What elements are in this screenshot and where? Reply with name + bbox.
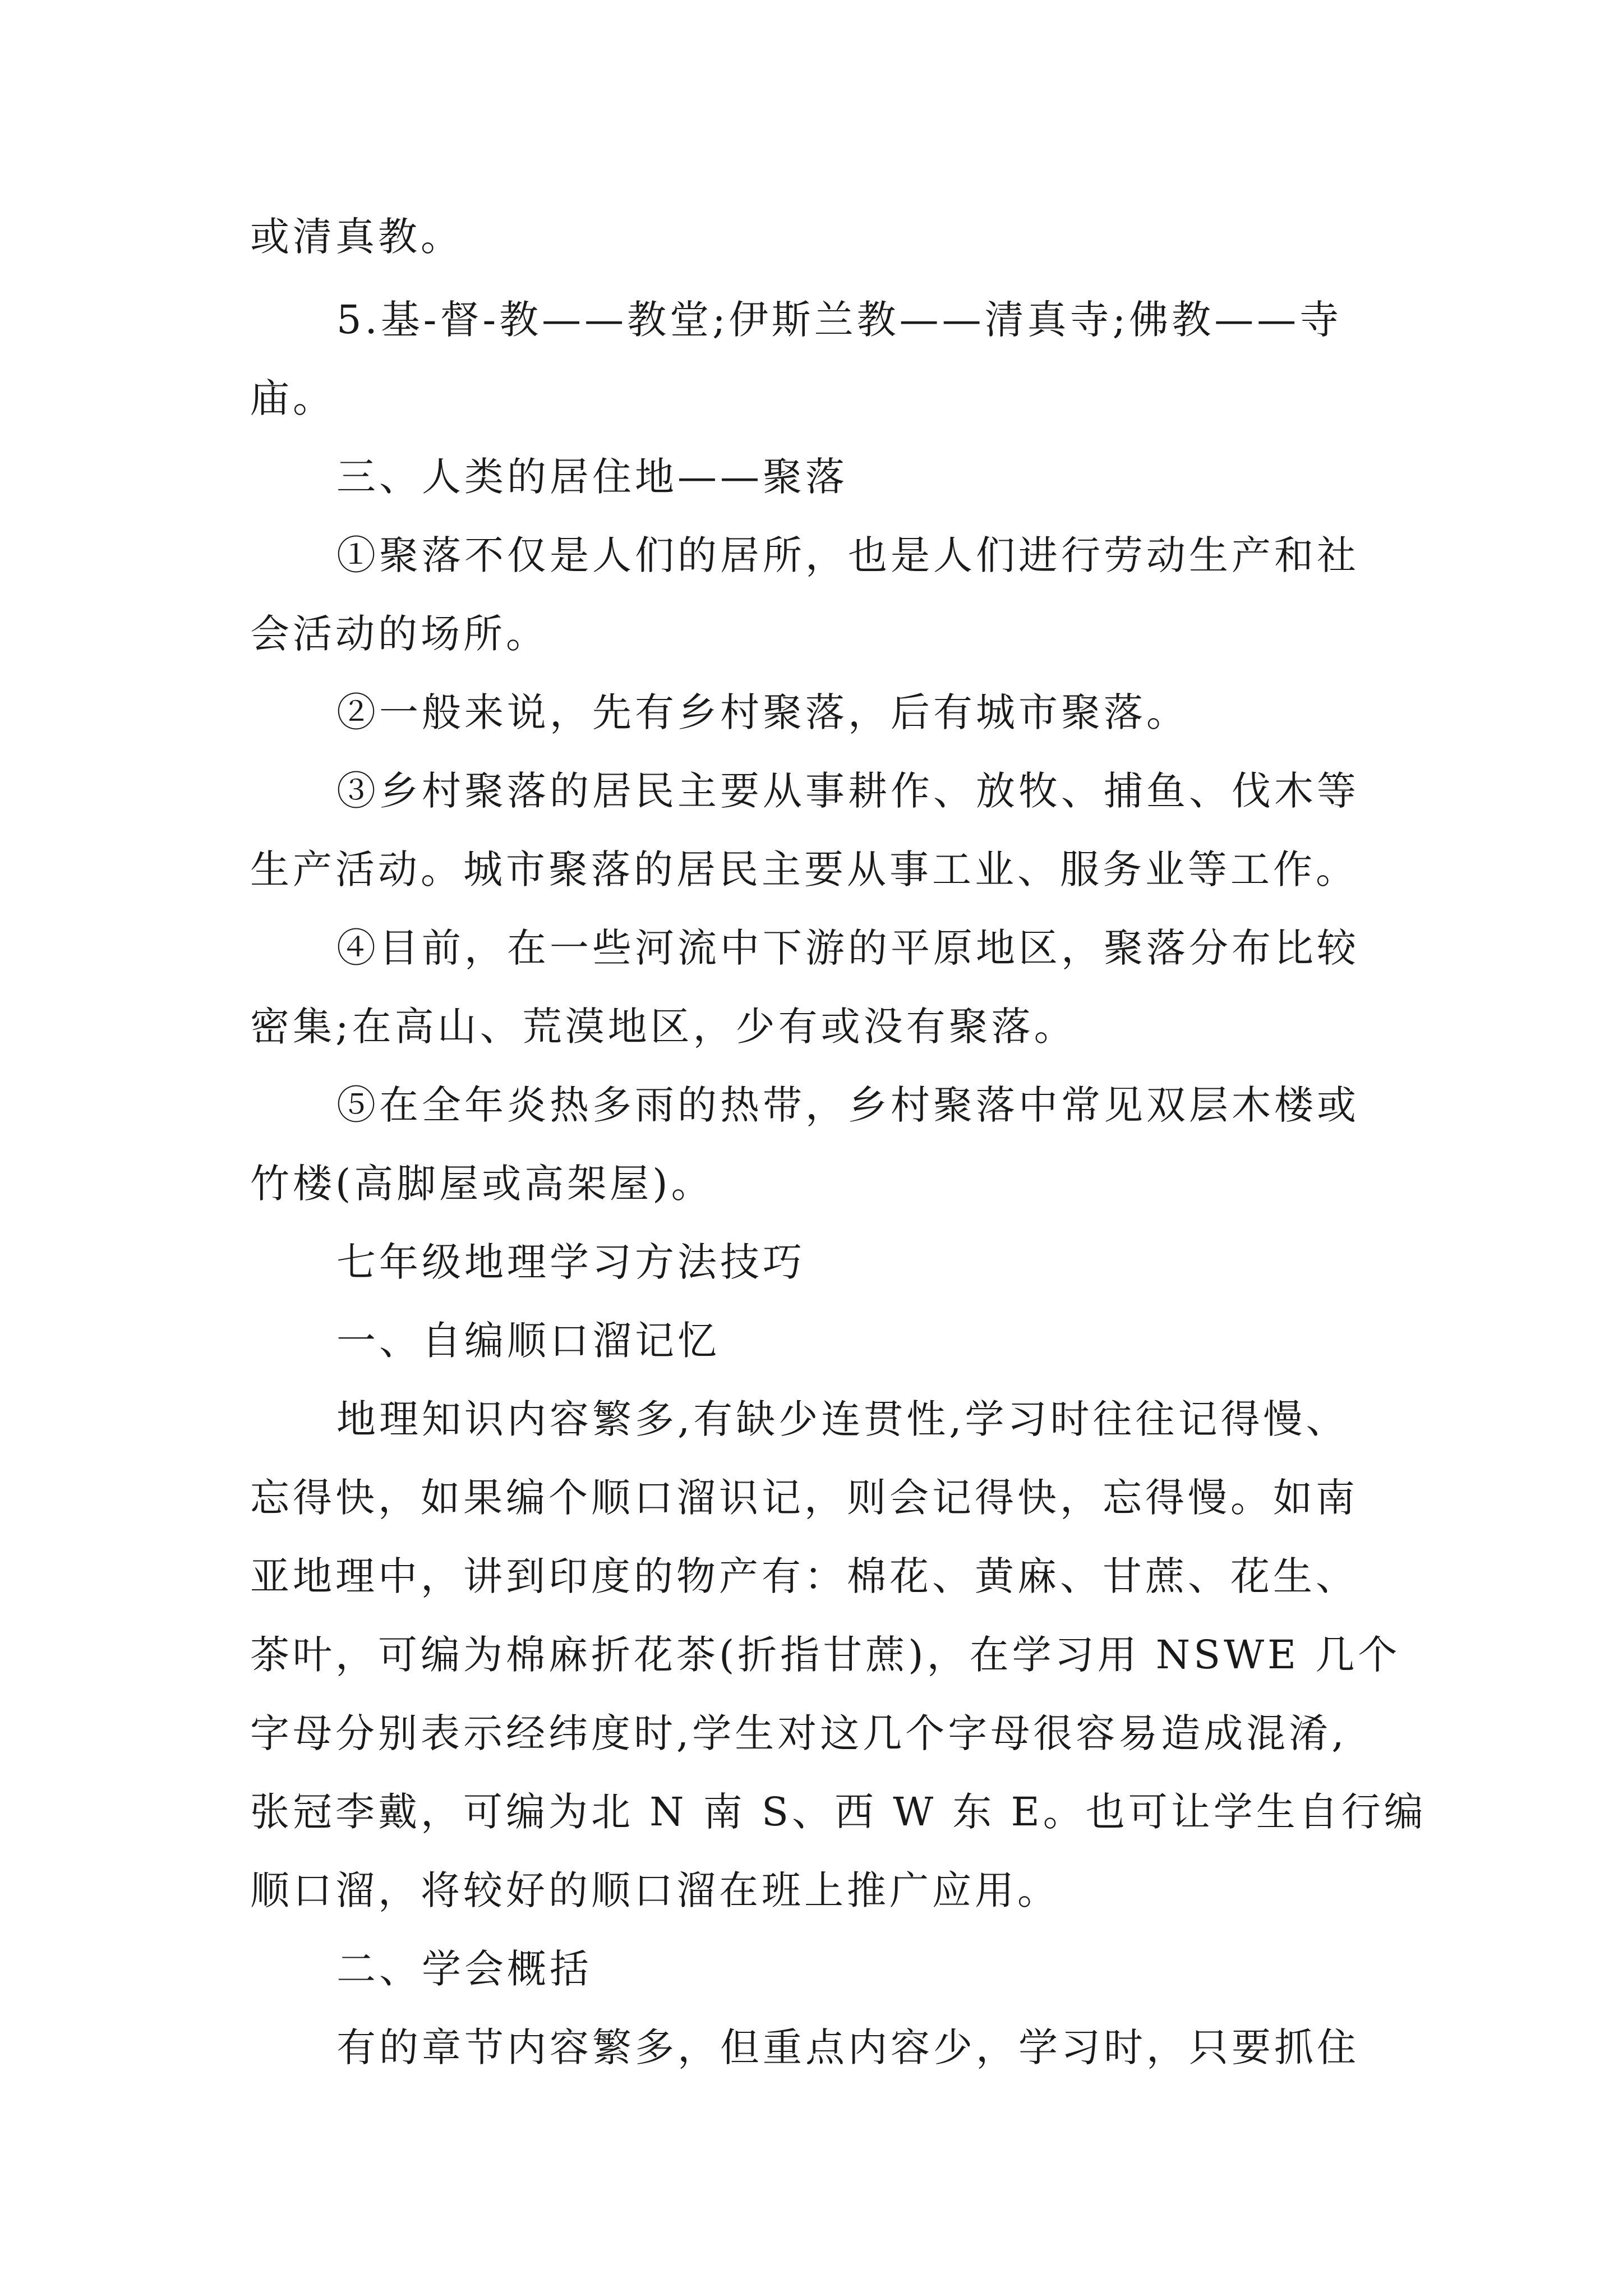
section-heading: 三、人类的居住地——聚落 [336, 454, 848, 500]
text-line: 会活动的场所。 [250, 611, 548, 657]
text-line: 密集;在高山、荒漠地区，少有或没有聚落。 [250, 1004, 1077, 1050]
text-line: 字母分别表示经纬度时,学生对这几个字母很容易造成混淆, [250, 1710, 1348, 1756]
text-line: ④目前，在一些河流中下游的平原地区，聚落分布比较 [336, 925, 1359, 971]
text-line: 顺口溜，将较好的顺口溜在班上推广应用。 [250, 1867, 1060, 1913]
text-line: 亚地理中，讲到印度的物产有：棉花、黄麻、甘蔗、花生、 [250, 1553, 1358, 1599]
text-line: 忘得快，如果编个顺口溜识记，则会记得快，忘得慢。如南 [250, 1475, 1358, 1521]
section-heading: 七年级地理学习方法技巧 [336, 1239, 805, 1285]
text-line: ②一般来说，先有乡村聚落，后有城市聚落。 [336, 689, 1189, 735]
text-line: 有的章节内容繁多，但重点内容少，学习时，只要抓住 [336, 2024, 1359, 2070]
text-line: 地理知识内容繁多,有缺少连贯性,学习时往往记得慢、 [336, 1396, 1349, 1442]
text-line: 茶叶，可编为棉麻折花茶(折指甘蔗)，在学习用 NSWE 几个 [250, 1632, 1401, 1678]
section-heading: 二、学会概括 [336, 1946, 592, 1992]
text-line: 庙。 [250, 375, 335, 421]
text-line: ⑤在全年炎热多雨的热带，乡村聚落中常见双层木楼或 [336, 1082, 1359, 1128]
text-line: 竹楼(高脚屋或高架屋)。 [250, 1161, 714, 1207]
text-line: ③乡村聚落的居民主要从事耕作、放牧、捕鱼、伐木等 [336, 768, 1359, 814]
text-line: 或清真教。 [250, 214, 463, 260]
text-line: 生产活动。城市聚落的居民主要从事工业、服务业等工作。 [250, 846, 1358, 892]
text-line: 5.基-督-教——教堂;伊斯兰教——清真寺;佛教——寺 [336, 297, 1343, 343]
text-line: ①聚落不仅是人们的居所，也是人们进行劳动生产和社 [336, 532, 1359, 578]
section-heading: 一、自编顺口溜记忆 [336, 1318, 720, 1364]
text-line: 张冠李戴，可编为北 N 南 S、西 W 东 E。也可让学生自行编 [250, 1789, 1427, 1835]
